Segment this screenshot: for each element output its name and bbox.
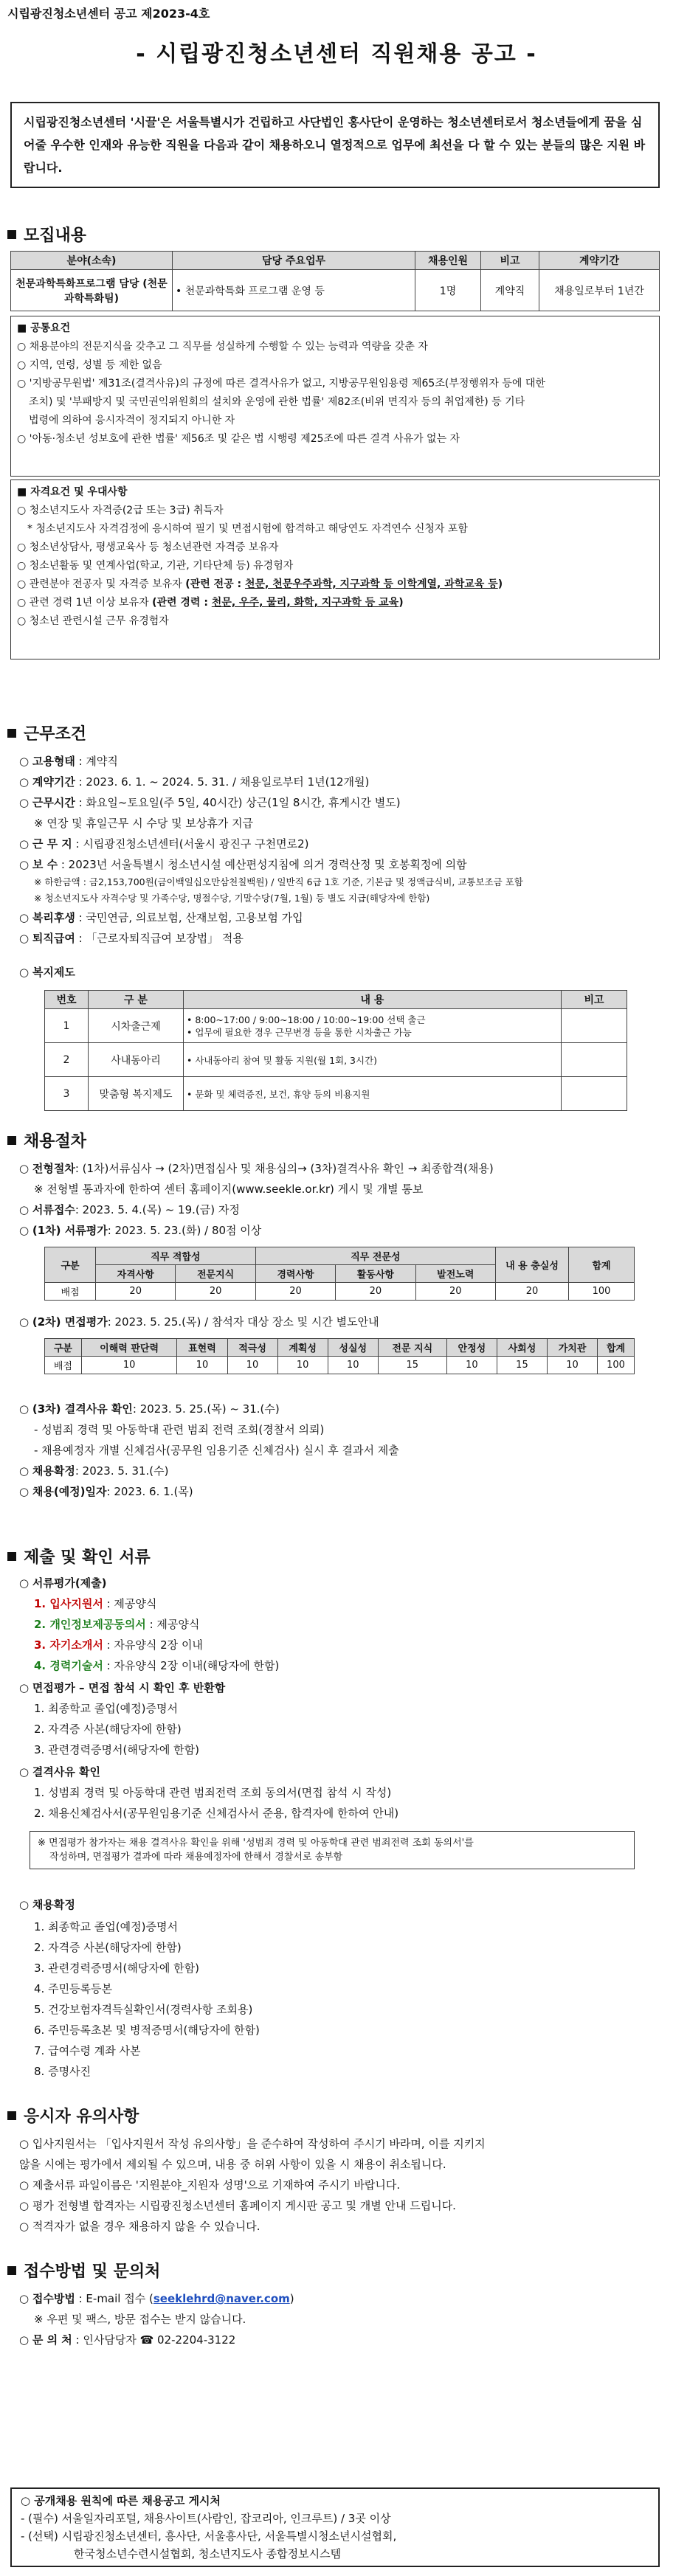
- notice-item: ○ 평가 전형별 합격자는 시립광진청소년센터 홈페이지 게시판 공고 및 개별 안내 드립니다.: [19, 2199, 456, 2212]
- table-cell: 배점: [45, 1283, 96, 1301]
- posting-item: 한국청소년수련시설협회, 청소년지도사 종합정보시스템: [74, 2547, 342, 2561]
- table-cell: 20: [336, 1283, 415, 1301]
- section-heading: 접수방법 및 문의처: [24, 2262, 161, 2281]
- recruitment-table: [10, 251, 660, 311]
- requirement-item: 법령에 의하여 응시자격이 정지되지 아니한 자: [29, 415, 235, 426]
- table-cell: • 사내동아리 참여 및 활동 지원(월 1회, 3시간): [184, 1043, 562, 1077]
- table-cell: 계약직: [481, 270, 539, 311]
- procedure-label: 채용(예정)일자: [32, 1485, 107, 1498]
- condition-key: 근무시간: [32, 796, 75, 809]
- section-procedure: [7, 1129, 86, 1152]
- table-cell: 채용일로부터 1년간: [539, 270, 660, 311]
- table-cell: 20: [176, 1283, 255, 1301]
- table-header: 계획성: [277, 1339, 328, 1357]
- condition-item: ○ 고용형태 : 계약직: [19, 755, 118, 768]
- condition-value: 국민연금, 의료보험, 산재보험, 고용보험 가입: [86, 911, 303, 924]
- table-cell: 10: [328, 1357, 378, 1374]
- doc-item: 2. 자격증 사본(해당자에 한함): [34, 1722, 182, 1736]
- section-conditions: [7, 721, 86, 744]
- table-header: 적극성: [227, 1339, 277, 1357]
- common-requirements-box: [10, 316, 660, 477]
- table-cell: 100: [598, 1357, 635, 1374]
- qualification-item: ○ 청소년지도사 자격증(2급 또는 3급) 취득자: [17, 505, 224, 516]
- doc-item: 3. 관련경력증명서(해당자에 한함): [34, 1743, 199, 1756]
- procedure-label: 채용확정: [32, 1464, 75, 1478]
- condition-value: 2023년 서울특별시 청소년시설 예산편성지침에 의거 경력산정 및 호봉획정에 의함: [68, 858, 467, 871]
- table-header: 전문 지식: [378, 1339, 446, 1357]
- table-header: 내 용 충실성: [496, 1247, 569, 1283]
- square-bullet-icon: [7, 729, 16, 738]
- doc-item: 6. 주민등록초본 및 병적증명서(해당자에 한함): [34, 2023, 260, 2037]
- table-cell: 15: [497, 1357, 547, 1374]
- notice-item: 않을 시에는 평가에서 제외될 수 있으며, 내용 중 허위 사항이 있을 시 채용이 취소됩니다.: [19, 2158, 446, 2171]
- square-bullet-icon: [7, 2111, 16, 2120]
- section-recruitment: [7, 223, 86, 246]
- table-header: 내 용: [184, 991, 562, 1009]
- contact-note: ※ 우편 및 팩스, 방문 접수는 받지 않습니다.: [34, 2313, 246, 2326]
- table-cell: 20: [96, 1283, 176, 1301]
- table-header: 계약기간: [539, 252, 660, 270]
- square-bullet-icon: [7, 1552, 16, 1561]
- doc-format: : 제공양식: [106, 1597, 157, 1610]
- section-contact: [7, 2259, 160, 2282]
- table-cell: 1명: [415, 270, 481, 311]
- table-cell: 시차출근제: [89, 1009, 184, 1043]
- doc-group-title: ○ 면접평가 – 면접 참석 시 확인 후 반환함: [19, 1681, 226, 1694]
- table-header: 자격사항: [96, 1265, 176, 1283]
- doc-group-title: ○ 채용확정: [19, 1898, 75, 1911]
- doc-item: [34, 1658, 279, 1673]
- table-header: 구분: [45, 1247, 96, 1283]
- posting-item: - (필수) 서울일자리포털, 채용사이트(사람인, 잡코리아, 인크루트) / 3곳 이상: [21, 2512, 391, 2525]
- table-cell: 10: [227, 1357, 277, 1374]
- table-header: 합계: [569, 1247, 635, 1283]
- doc-item: [34, 1617, 199, 1632]
- doc-item: 8. 증명사진: [34, 2065, 92, 2078]
- welfare-title-text: 복지제도: [32, 966, 75, 979]
- table-header: 직무 적합성: [96, 1247, 256, 1265]
- procedure-label: (2차) 면접평가: [32, 1315, 108, 1329]
- procedure-subitem: - 채용예정자 개별 신체검사(공무원 임용기준 신체검사) 실시 후 결과서 제출: [34, 1444, 399, 1457]
- procedure-value: : 2023. 6. 1.(목): [106, 1485, 193, 1498]
- qualification-item: * 청소년지도사 자격검정에 응시하여 필기 및 면접시험에 합격하고 해당연도 자격연수 신청자 포함: [27, 523, 468, 535]
- major-label: (관련 전공 :: [185, 578, 245, 590]
- doc-format: : 제공양식: [149, 1618, 200, 1631]
- salary-note: ※ 청소년지도사 자격수당 및 가족수당, 명절수당, 기말수당(7월, 1월) 등 별도 지급(해당자에 한함): [34, 893, 430, 904]
- doc-format: : 자유양식 2장 이내(해당자에 한함): [106, 1659, 280, 1672]
- requirement-item: 조치) 및 '부패방지 및 국민권익위원회의 설치와 운영에 관한 법률' 제82조(비위 면직자 등의 취업제한) 등 기타: [29, 396, 525, 408]
- condition-value: 2023. 6. 1. ~ 2024. 5. 31. / 채용일로부터 1년(12개월): [86, 775, 370, 789]
- doc-item: [34, 1596, 156, 1611]
- qualification-item: ○ 청소년상담사, 평생교육사 등 청소년관련 자격증 보유자: [17, 541, 279, 553]
- table-cell: 100: [569, 1283, 635, 1301]
- condition-key: 고용형태: [32, 755, 75, 768]
- qualification-item: [17, 575, 653, 594]
- condition-key: 계약기간: [32, 775, 75, 789]
- table-cell: 20: [415, 1283, 495, 1301]
- notice-number: 시립광진청소년센터 공고 제2023-4호: [7, 7, 210, 21]
- section-documents: [7, 1545, 151, 1568]
- procedure-label: (3차) 결격사유 확인: [32, 1402, 133, 1416]
- email-link[interactable]: seeklehrd@naver.com: [153, 2292, 290, 2305]
- contact-item: ○ 문 의 처 : 인사담당자 ☎ 02-2204-3122: [19, 2333, 236, 2347]
- welfare-table: [44, 990, 627, 1111]
- paren-close: ): [398, 597, 404, 609]
- procedure-subitem: - 성범죄 경력 및 아동학대 관련 범죄 전력 조회(경찰서 의뢰): [34, 1423, 325, 1436]
- table-cell: 배점: [45, 1357, 82, 1374]
- table-cell: 15: [378, 1357, 446, 1374]
- doc-group-label: 채용확정: [32, 1898, 75, 1911]
- doc-item: 7. 급여수령 계좌 사본: [34, 2044, 141, 2057]
- career-value: 천문, 우주, 물리, 화학, 지구과학 등 교육: [211, 597, 399, 609]
- contact-text: : E-mail 접수 (: [78, 2292, 153, 2305]
- square-bullet-icon: [7, 1136, 16, 1145]
- doc-item: 2. 채용신체검사서(공무원임용기준 신체검사서 준용, 합격자에 한하여 안내): [34, 1807, 399, 1820]
- box-title: ■ 공통요건: [17, 322, 71, 334]
- procedure-value: : 2023. 5. 4.(목) ~ 19.(금) 자정: [75, 1203, 240, 1216]
- doc-item: 3. 관련경력증명서(해당자에 한함): [34, 1962, 199, 1975]
- table-cell: • 천문과학특화 프로그램 운영 등: [173, 270, 415, 311]
- contact-text: : 인사담당자 ☎ 02-2204-3122: [75, 2333, 236, 2347]
- table-cell: 천문과학특화프로그램 담당 (천문과학특화팀): [11, 270, 173, 311]
- condition-value: 화요일~토요일(주 5일, 40시간) 상근(1일 8시간, 휴게시간 별도): [86, 796, 401, 809]
- career-label: (관련 경력 :: [152, 597, 212, 609]
- procedure-label: 서류접수: [32, 1203, 75, 1216]
- section-heading: 응시자 유의사항: [24, 2108, 139, 2126]
- table-header: 전문지식: [176, 1265, 255, 1283]
- doc-item: 4. 주민등록등본: [34, 1982, 113, 1995]
- interview-note: [30, 1831, 635, 1869]
- procedure-note: ※ 전형별 통과자에 한하여 센터 홈페이지(www.seekle.or.kr) 게시 및 개별 통보: [34, 1183, 424, 1196]
- interview-eval-table: [44, 1338, 635, 1374]
- table-cell: 20: [255, 1283, 335, 1301]
- condition-key: 퇴직급여: [32, 932, 75, 945]
- qualification-item: ○ 청소년 관련시설 근무 유경험자: [17, 615, 169, 627]
- table-cell: 맞춤형 복지제도: [89, 1077, 184, 1111]
- table-header: 분야(소속): [11, 252, 173, 270]
- qualification-item: ○ 청소년활동 및 연계사업(학교, 기관, 기타단체 등) 유경험자: [17, 560, 294, 572]
- table-cell: • 문화 및 체력증진, 보건, 휴양 등의 비용지원: [184, 1077, 562, 1111]
- table-header: 표현력: [177, 1339, 227, 1357]
- procedure-label: 전형절차: [32, 1162, 75, 1175]
- square-bullet-icon: [7, 230, 16, 239]
- contact-label: 접수방법: [32, 2292, 75, 2305]
- notice-item: ○ 제출서류 파일이름은 '지원분야_지원자 성명'으로 기재하여 주시기 바랍니다.: [19, 2178, 401, 2192]
- table-header: 구분: [45, 1339, 82, 1357]
- table-cell: [562, 1043, 627, 1077]
- condition-key: 보 수: [32, 858, 58, 871]
- table-header: 경력사항: [255, 1265, 335, 1283]
- table-header: 안정성: [446, 1339, 497, 1357]
- square-bullet-icon: [7, 2266, 16, 2275]
- table-header: 성실성: [328, 1339, 378, 1357]
- table-header: 번호: [45, 991, 89, 1009]
- table-cell: 10: [548, 1357, 598, 1374]
- procedure-item: ○ 서류접수: 2023. 5. 4.(목) ~ 19.(금) 자정: [19, 1203, 240, 1216]
- intro-box: 시립광진청소년센터 '시끌'은 서울특별시가 건립하고 사단법인 홍사단이 운영하는 청소년센터로서 청소년들에게 꿈을 심어줄 우수한 인재와 유능한 직원을 다음과 같이 채용하오니 열정적으로 업무에 최선을 다 할 수 있는 분들의 많은 지원 바랍니다.: [10, 102, 660, 188]
- qualification-text: ○ 관련 경력 1년 이상 보유자: [17, 597, 149, 609]
- condition-item: ○ 퇴직급여 : 「근로자퇴직급여 보장법」 적용: [19, 932, 244, 945]
- doc-name: 4. 경력기술서: [34, 1659, 103, 1672]
- page-title: - 시립광진청소년센터 직원채용 공고 -: [136, 41, 537, 67]
- procedure-value: : (1차)서류심사 → (2차)면접심사 및 채용심의→ (3차)결격사유 확인 → 최종합격(채용): [75, 1162, 494, 1175]
- qualification-item: [17, 594, 653, 612]
- procedure-item: ○ (2차) 면접평가: 2023. 5. 25.(목) / 참석자 대상 장소 및 시간 별도안내: [19, 1315, 379, 1329]
- procedure-label: (1차) 서류평가: [32, 1224, 108, 1237]
- note-line: ※ 면접평가 참가자는 채용 결격사유 확인을 위해 '성범죄 경력 및 아동학대 관련 범죄전력 조회 동의서'를: [38, 1838, 474, 1849]
- qualification-text: ○ 관련분야 전공자 및 자격증 보유자: [17, 578, 182, 590]
- condition-value: 「근로자퇴직급여 보장법」 적용: [86, 932, 244, 945]
- table-cell: • 8:00~17:00 / 9:00~18:00 / 10:00~19:00 선택 출근 • 업무에 필요한 경우 근무변경 등을 통한 시차출근 가능: [184, 1009, 562, 1043]
- doc-group-label: 결격사유 확인: [32, 1765, 101, 1779]
- requirement-item: ○ '지방공무원법' 제31조(결격사유)의 규정에 따른 결격사유가 없고, 지방공무원임용령 제65조(부정행위자 등에 대한: [17, 378, 545, 389]
- table-cell: 10: [81, 1357, 177, 1374]
- table-header: 이해력 판단력: [81, 1339, 177, 1357]
- condition-item: ○ 복리후생 : 국민연금, 의료보험, 산재보험, 고용보험 가입: [19, 911, 303, 924]
- doc-group-label: 서류평가(제출): [32, 1576, 107, 1590]
- doc-name: 3. 자기소개서: [34, 1638, 103, 1652]
- doc-group-title: ○ 결격사유 확인: [19, 1765, 101, 1779]
- table-cell: 2: [45, 1043, 89, 1077]
- table-header: 담당 주요업무: [173, 252, 415, 270]
- table-cell: 10: [277, 1357, 328, 1374]
- table-cell: 1: [45, 1009, 89, 1043]
- doc-group-label: 면접평가 – 면접 참석 시 확인 후 반환함: [32, 1681, 226, 1694]
- table-header: 가치관: [548, 1339, 598, 1357]
- box-title: ■ 자격요건 및 우대사항: [17, 486, 128, 498]
- table-cell: 사내동아리: [89, 1043, 184, 1077]
- condition-note: ※ 연장 및 휴일근무 시 수당 및 보상휴가 지급: [34, 817, 254, 830]
- posting-item: - (선택) 시립광진청소년센터, 흥사단, 서울흥사단, 서울특별시청소년시설협회,: [21, 2530, 397, 2543]
- doc-name: 1. 입사지원서: [34, 1597, 103, 1610]
- condition-item: ○ 보 수 : 2023년 서울특별시 청소년시설 예산편성지침에 의거 경력산정 및 호봉획정에 의함: [19, 858, 467, 871]
- table-header: 직무 전문성: [255, 1247, 495, 1265]
- contact-item: ○ 접수방법 : E-mail 접수 (seeklehrd@naver.com): [19, 2292, 294, 2305]
- table-header: 발전노력: [415, 1265, 495, 1283]
- major-value: 천문, 천문우주과학, 지구과학 등 이학계열, 과학교육 등: [244, 578, 498, 590]
- doc-item: 1. 최종학교 졸업(예정)증명서: [34, 1920, 178, 1933]
- contact-label: 문 의 처: [32, 2333, 72, 2347]
- table-header: 활동사항: [336, 1265, 415, 1283]
- condition-item: ○ 계약기간 : 2023. 6. 1. ~ 2024. 5. 31. / 채용일로부터 1년(12개월): [19, 775, 370, 789]
- doc-format: : 자유양식 2장 이내: [106, 1638, 203, 1652]
- doc-item: 2. 자격증 사본(해당자에 한함): [34, 1941, 182, 1954]
- section-heading: 채용절차: [24, 1132, 87, 1151]
- doc-item: 1. 성범죄 경력 및 아동학대 관련 범죄전력 조회 동의서(면접 참석 시 작성): [34, 1786, 392, 1799]
- section-heading: 제출 및 확인 서류: [24, 1548, 151, 1567]
- box-title: ○ 공개채용 원칙에 따른 채용공고 게시처: [21, 2494, 221, 2507]
- requirement-item: ○ 지역, 연령, 성별 등 제한 없음: [17, 359, 162, 371]
- table-header: 구 분: [89, 991, 184, 1009]
- condition-item: ○ 근무시간 : 화요일~토요일(주 5일, 40시간) 상근(1일 8시간, 휴게시간 별도): [19, 796, 401, 809]
- notice-item: ○ 적격자가 없을 경우 채용하지 않을 수 있습니다.: [19, 2220, 260, 2233]
- document-eval-table: [44, 1247, 635, 1301]
- table-cell: [562, 1009, 627, 1043]
- doc-name: 2. 개인정보제공동의서: [34, 1618, 146, 1631]
- salary-note: ※ 하한금액 : 금2,153,700원(금이백일십오만삼천칠백원) / 일반직 6급 1호 기준, 기본급 및 정액급식비, 교통보조금 포함: [34, 876, 523, 887]
- table-header: 비고: [562, 991, 627, 1009]
- procedure-item: ○ 채용확정: 2023. 5. 31.(수): [19, 1464, 169, 1478]
- doc-item: 1. 최종학교 졸업(예정)증명서: [34, 1702, 178, 1715]
- table-cell: 20: [496, 1283, 569, 1301]
- condition-value: 계약직: [86, 755, 118, 768]
- table-header: 채용인원: [415, 252, 481, 270]
- procedure-value: : 2023. 5. 23.(화) / 80점 이상: [107, 1224, 262, 1237]
- procedure-item: ○ (1차) 서류평가: 2023. 5. 23.(화) / 80점 이상: [19, 1224, 262, 1237]
- procedure-value: : 2023. 5. 31.(수): [75, 1464, 169, 1478]
- table-cell: [562, 1077, 627, 1111]
- table-cell: 10: [177, 1357, 227, 1374]
- contact-text: ): [289, 2292, 294, 2305]
- qualifications-box: [10, 479, 660, 659]
- note-line: 작성하며, 면접평가 결과에 따라 채용예정자에 한해서 경찰서로 송부함: [49, 1852, 343, 1863]
- doc-item: 5. 건강보험자격득실확인서(경력사항 조회용): [34, 2003, 253, 2016]
- table-cell: 3: [45, 1077, 89, 1111]
- notice-item: ○ 입사지원서는 「입사지원서 작성 유의사항」을 준수하여 작성하여 주시기 바라며, 이를 지키지: [19, 2137, 486, 2150]
- table-header: 사회성: [497, 1339, 547, 1357]
- condition-key: 근 무 지: [32, 837, 72, 851]
- procedure-item: ○ 전형절차: (1차)서류심사 → (2차)면접심사 및 채용심의→ (3차)결격사유 확인 → 최종합격(채용): [19, 1162, 494, 1175]
- welfare-title: ○ 복지제도: [19, 966, 75, 979]
- table-header: 비고: [481, 252, 539, 270]
- condition-item: ○ 근 무 지 : 시립광진청소년센터(서울시 광진구 구천면로2): [19, 837, 309, 851]
- requirement-item: ○ '아동·청소년 성보호에 관한 법률' 제56조 및 같은 법 시행령 제25조에 따른 결격 사유가 없는 자: [17, 433, 460, 445]
- section-heading: 모집내용: [24, 226, 87, 245]
- procedure-item: ○ (3차) 결격사유 확인: 2023. 5. 25.(목) ~ 31.(수): [19, 1402, 280, 1416]
- paren-close: ): [497, 578, 503, 590]
- section-heading: 근무조건: [24, 725, 87, 744]
- section-notice: [7, 2104, 139, 2127]
- doc-item: [34, 1638, 203, 1652]
- requirement-item: ○ 채용분야의 전문지식을 갖추고 그 직무를 성실하게 수행할 수 있는 능력과 역량을 갖춘 자: [17, 341, 428, 353]
- condition-value: 시립광진청소년센터(서울시 광진구 구천면로2): [83, 837, 309, 851]
- doc-group-title: ○ 서류평가(제출): [19, 1576, 107, 1590]
- procedure-value: : 2023. 5. 25.(목) ~ 31.(수): [132, 1402, 280, 1416]
- posting-locations-box: [10, 2487, 660, 2567]
- procedure-value: : 2023. 5. 25.(목) / 참석자 대상 장소 및 시간 별도안내: [107, 1315, 379, 1329]
- table-cell: 10: [446, 1357, 497, 1374]
- condition-key: 복리후생: [32, 911, 75, 924]
- procedure-item: ○ 채용(예정)일자: 2023. 6. 1.(목): [19, 1485, 193, 1498]
- table-header: 합계: [598, 1339, 635, 1357]
